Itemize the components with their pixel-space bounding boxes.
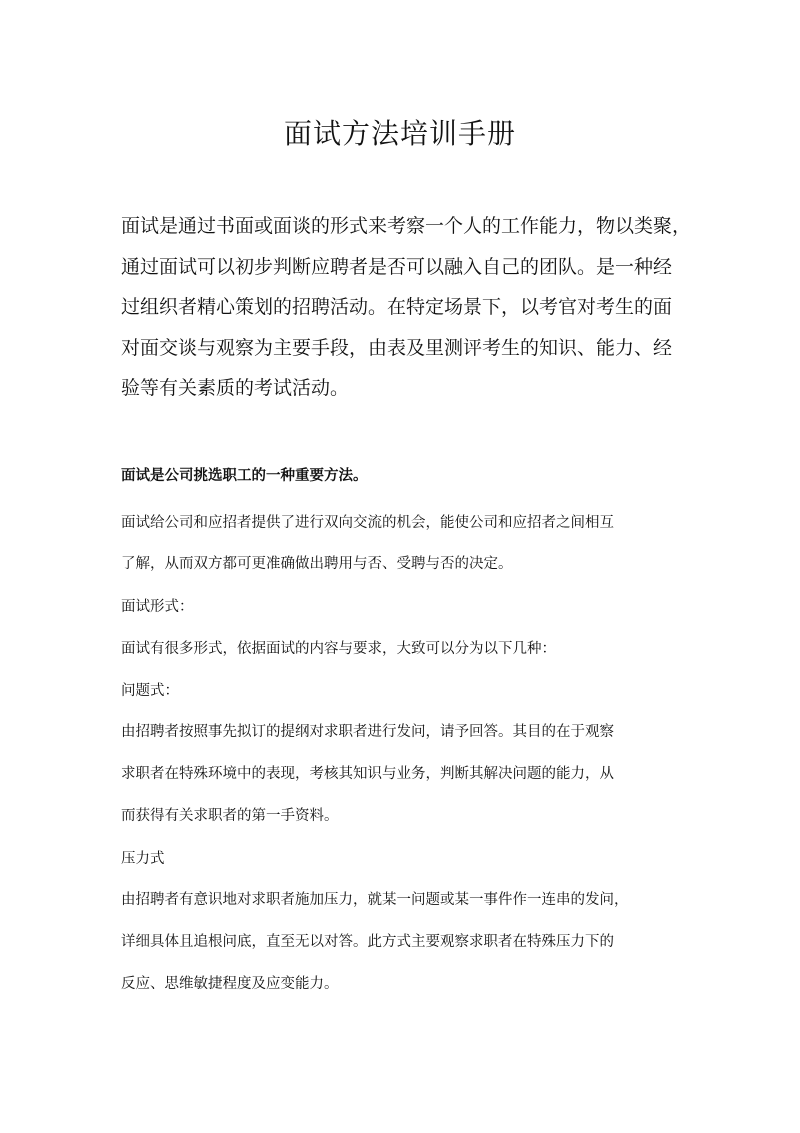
body-line: 而获得有关求职者的第一手资料。	[121, 808, 339, 824]
subheading-question-style: 问题式：	[121, 683, 179, 699]
body-line: 反应、思维敏捷程度及应变能力。	[121, 976, 339, 992]
subheading-pressure-style: 压力式	[121, 851, 165, 867]
body-line: 详细具体且追根问底，直至无以对答。此方式主要观察求职者在特殊压力下的	[121, 934, 614, 950]
intro-line: 通过面试可以初步判断应聘者是否可以融入自己的团队。是一种经	[121, 255, 673, 278]
body-line: 由招聘者有意识地对求职者施加压力，就某一问题或某一事件作一连串的发问，	[121, 892, 629, 908]
subheading-interview-forms: 面试形式：	[121, 599, 194, 615]
intro-line: 面试是通过书面或面谈的形式来考察一个人的工作能力，物以类聚，	[121, 215, 692, 237]
body-line: 面试给公司和应招者提供了进行双向交流的机会，能使公司和应招者之间相互	[121, 515, 614, 531]
intro-line: 验等有关素质的考试活动。	[121, 377, 350, 399]
intro-line: 对面交谈与观察为主要手段，由表及里测评考生的知识、能力、经	[121, 336, 673, 359]
intro-paragraph	[121, 206, 691, 409]
section-heading: 面试是公司挑选职工的一种重要方法。	[121, 468, 368, 484]
body-line: 了解，从而双方都可更准确做出聘用与否、受聘与否的决定。	[121, 556, 513, 572]
intro-line: 过组织者精心策划的招聘活动。在特定场景下，以考官对考生的面	[121, 296, 673, 318]
body-line: 面试有很多形式，依据面试的内容与要求，大致可以分为以下几种：	[121, 641, 556, 657]
body-line: 求职者在特殊环境中的表现，考核其知识与业务，判断其解决问题的能力，从	[121, 766, 614, 782]
document-title: 面试方法培训手册	[283, 117, 516, 150]
body-line: 由招聘者按照事先拟订的提纲对求职者进行发问，请予回答。其目的在于观察	[121, 724, 614, 740]
